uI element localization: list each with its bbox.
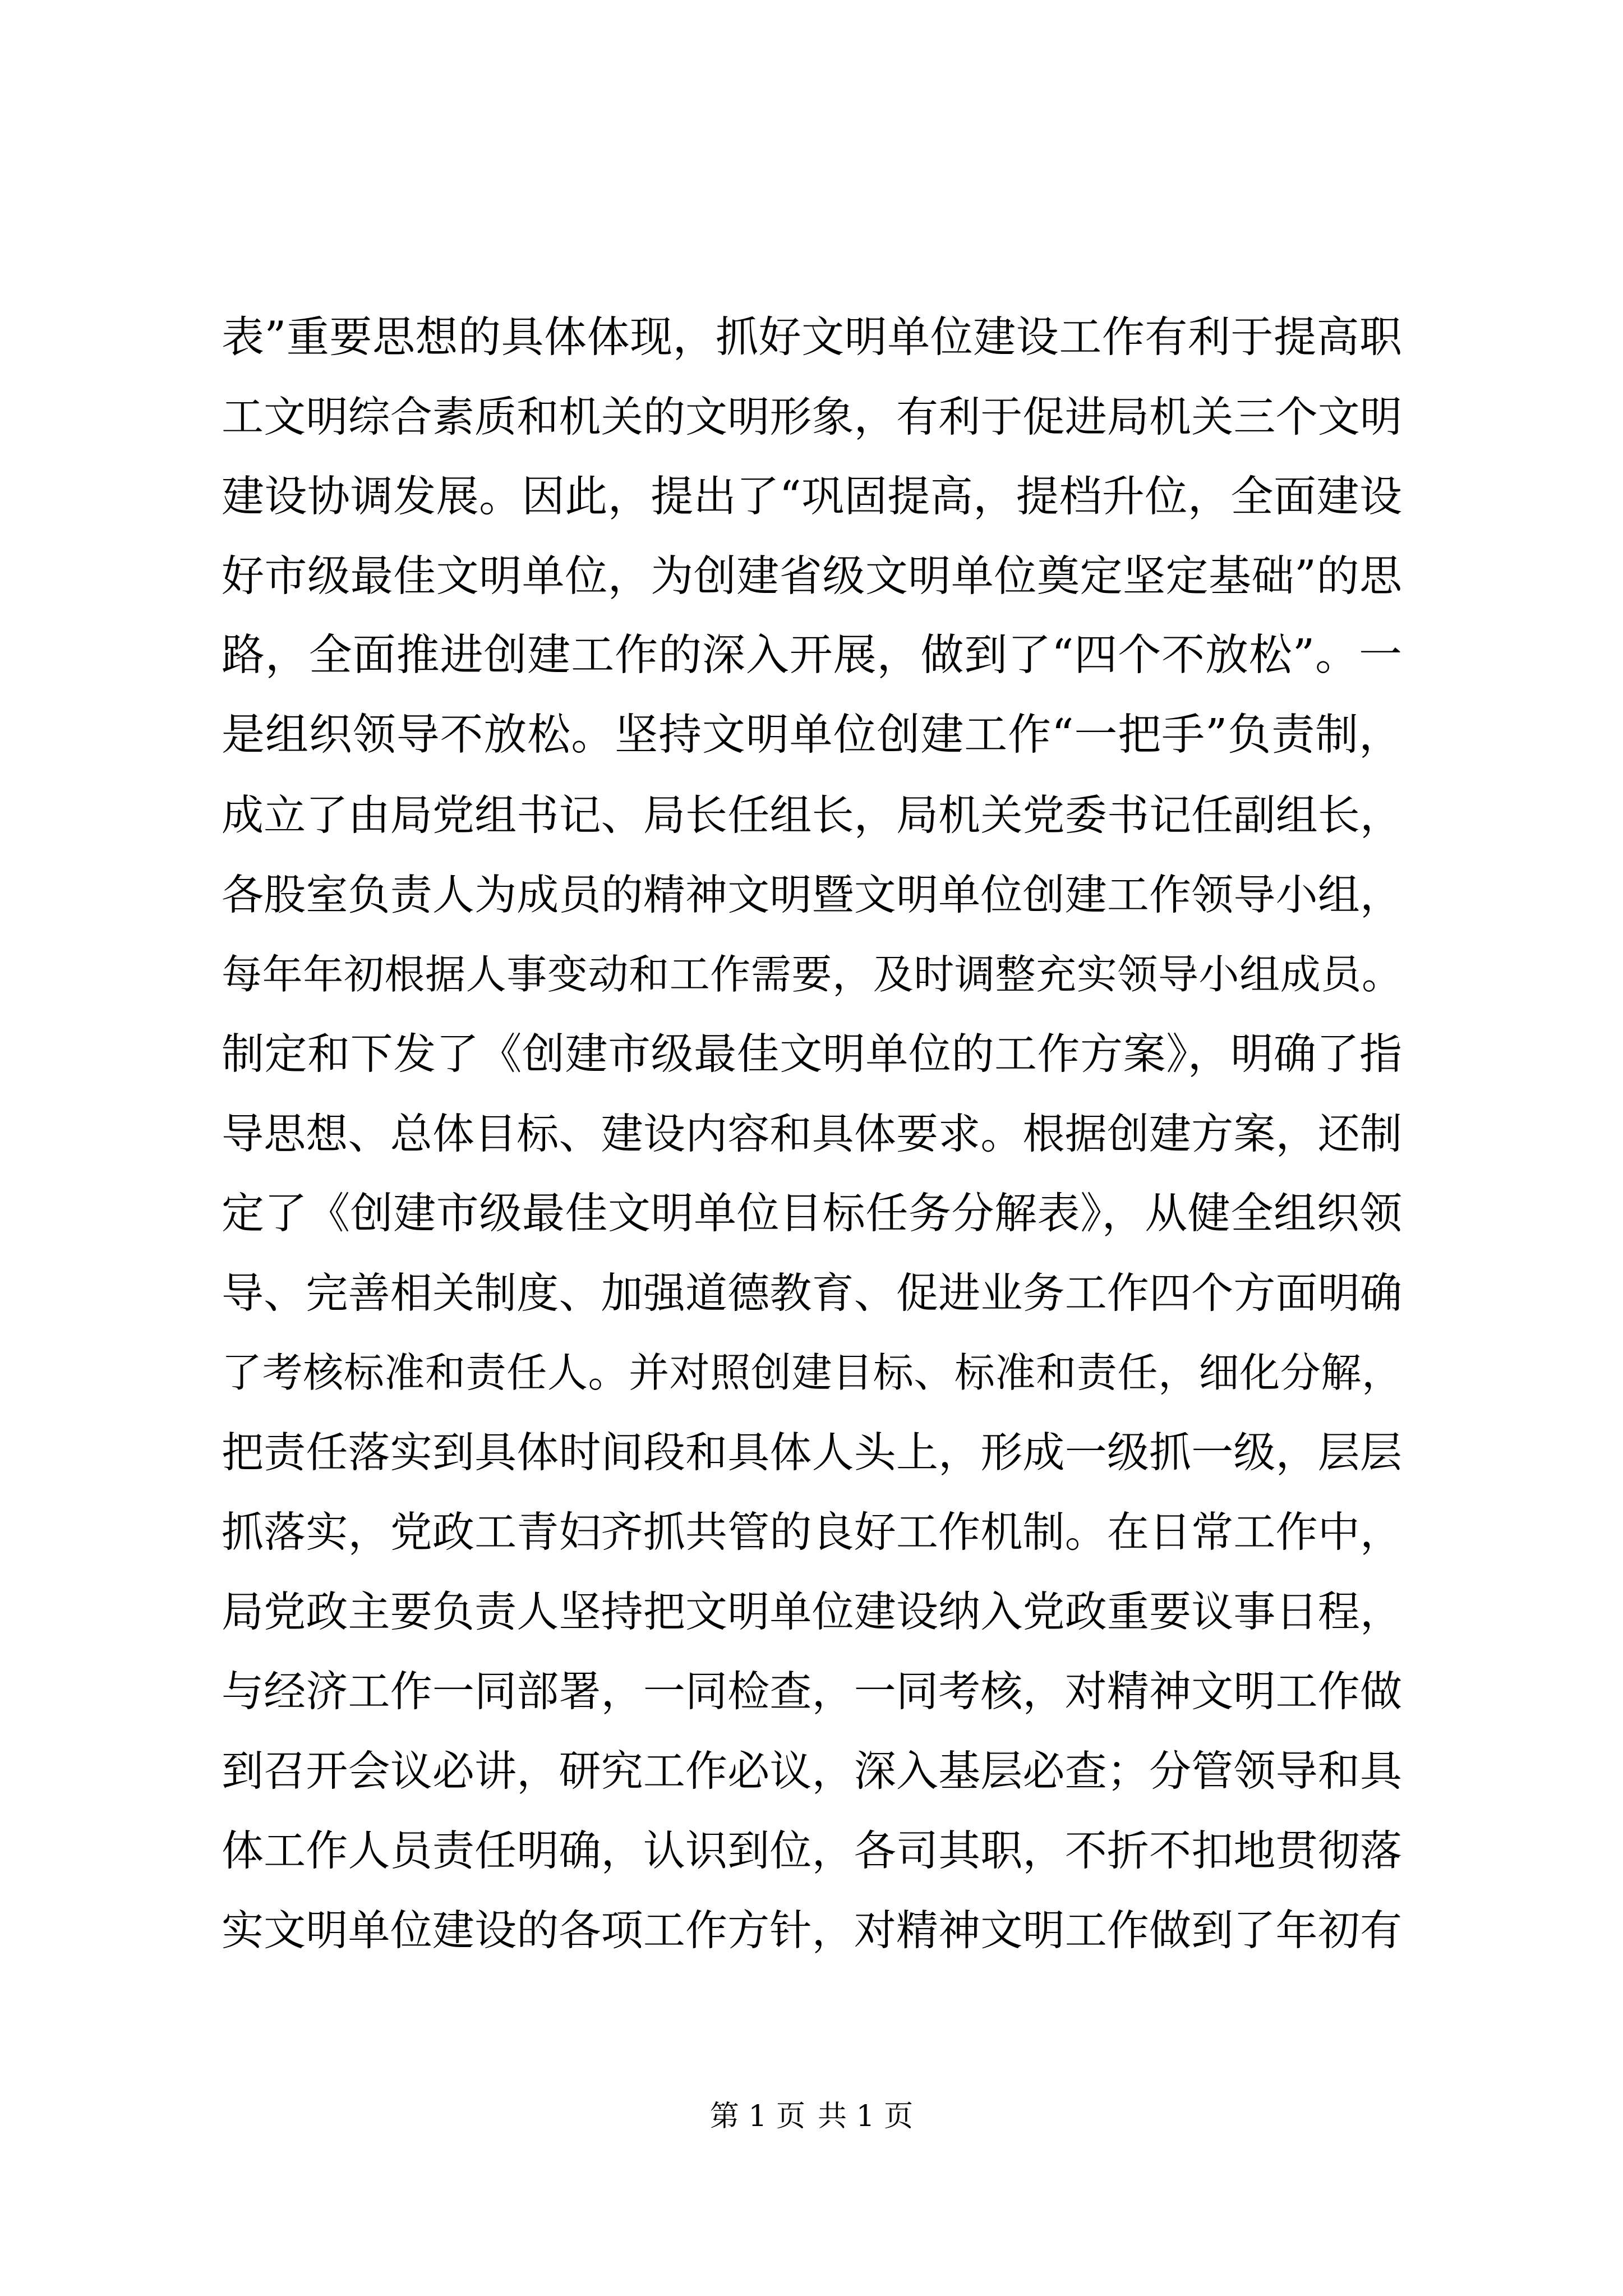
page-total: 共 1 页	[818, 2100, 914, 2133]
text-line: 好市级最佳文明单位，为创建省级文明单位奠定坚定基础”的思	[222, 551, 1402, 601]
page-footer	[0, 2097, 1623, 2136]
text-line: 把责任落实到具体时间段和具体人头上，形成一级抓一级，层层	[222, 1428, 1402, 1477]
text-line: 导、完善相关制度、加强道德教育、促进业务工作四个方面明确	[222, 1268, 1402, 1318]
text-line: 每年年初根据人事变动和工作需要，及时调整充实领导小组成员。	[222, 951, 1402, 998]
text-line: 路，全面推进创建工作的深入开展，做到了“四个不放松”。一	[222, 631, 1402, 680]
text-line: 导思想、总体目标、建设内容和具体要求。根据创建方案，还制	[222, 1109, 1402, 1158]
text-line: 体工作人员责任明确，认识到位，各司其职，不折不扣地贯彻落	[222, 1826, 1402, 1875]
document-body	[222, 297, 1402, 1970]
text-line: 与经济工作一同部署，一同检查，一同考核，对精神文明工作做	[222, 1667, 1402, 1716]
text-line: 建设协调发展。因此，提出了“巩固提高，提档升位，全面建设	[222, 471, 1402, 521]
text-line: 了考核标准和责任人。并对照创建目标、标准和责任，细化分解，	[222, 1349, 1402, 1396]
text-line: 定了《创建市级最佳文明单位目标任务分解表》，从健全组织领	[222, 1188, 1402, 1238]
text-line: 工文明综合素质和机关的文明形象，有利于促进局机关三个文明	[222, 392, 1402, 441]
text-line: 抓落实，党政工青妇齐抓共管的良好工作机制。在日常工作中，	[222, 1507, 1402, 1557]
text-line: 表”重要思想的具体体现，抓好文明单位建设工作有利于提高职	[222, 312, 1402, 362]
text-line: 成立了由局党组书记、局长任组长，局机关党委书记任副组长，	[222, 790, 1402, 840]
page-number: 第 1 页	[709, 2100, 805, 2133]
text-line: 到召开会议必讲，研究工作必议，深入基层必查；分管领导和具	[222, 1746, 1402, 1796]
text-line: 制定和下发了《创建市级最佳文明单位的工作方案》，明确了指	[222, 1029, 1402, 1079]
text-line: 各股室负责人为成员的精神文明暨文明单位创建工作领导小组，	[222, 870, 1402, 919]
text-line: 实文明单位建设的各项工作方针，对精神文明工作做到了年初有	[222, 1906, 1402, 1955]
text-line: 局党政主要负责人坚持把文明单位建设纳入党政重要议事日程，	[222, 1587, 1402, 1636]
text-line: 是组织领导不放松。坚持文明单位创建工作“一把手”负责制，	[222, 710, 1402, 760]
